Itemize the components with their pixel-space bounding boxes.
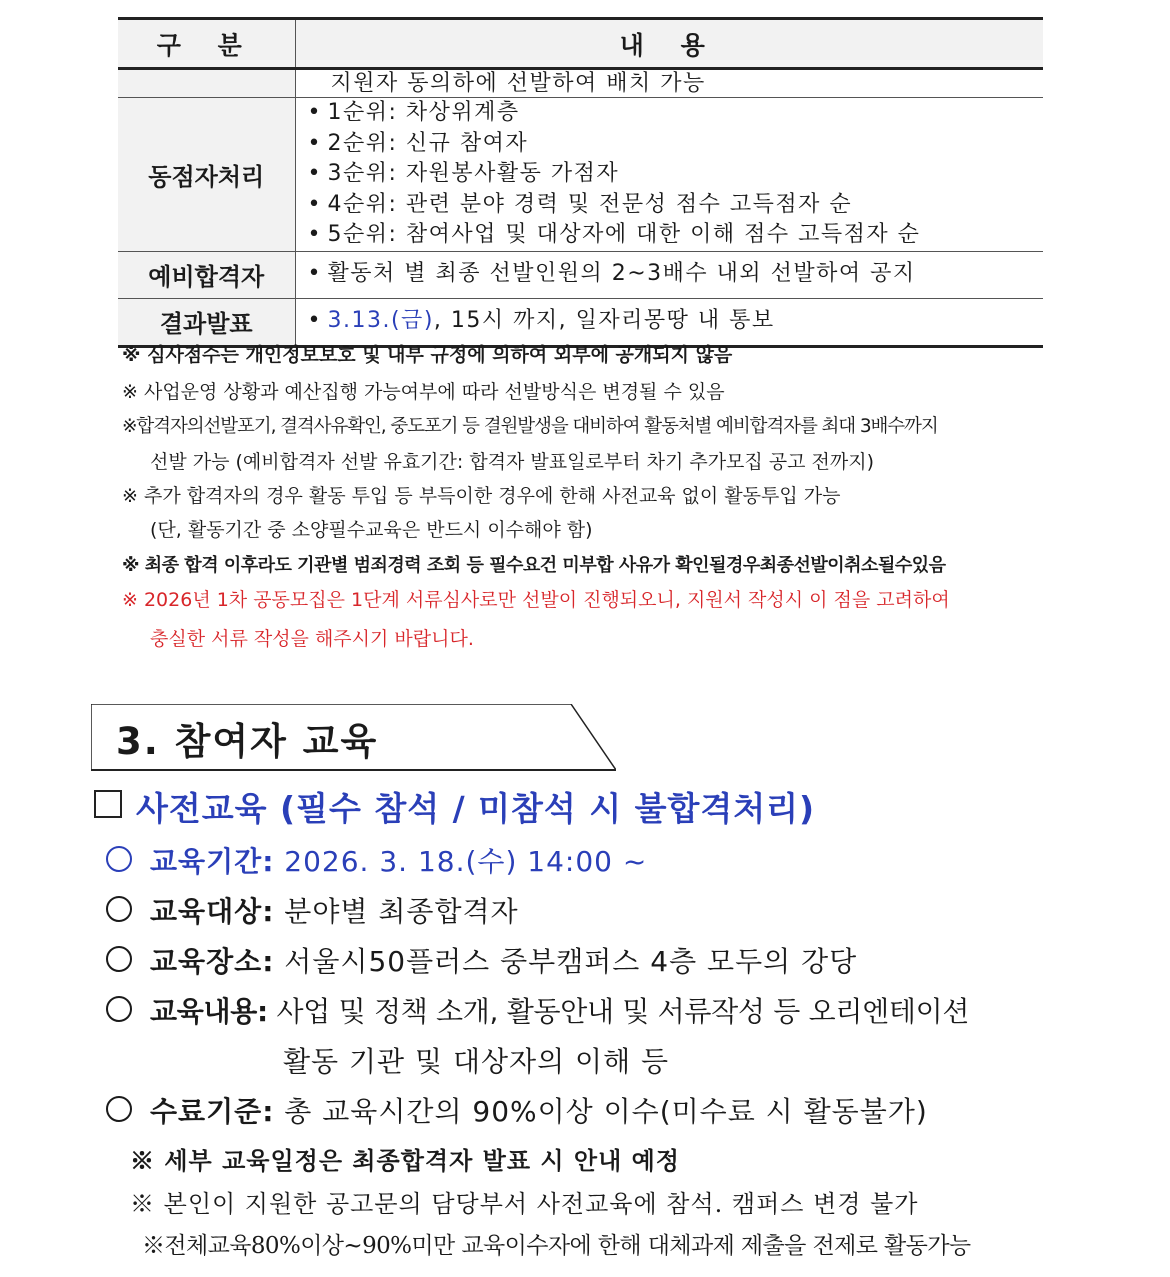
circle-bullet-icon xyxy=(106,1096,132,1122)
edu-period: 교육기간: 2026. 3. 18.(수) 14:00 ~ xyxy=(106,840,647,880)
list-item: • 활동처 별 최종 선발인원의 2~3배수 내외 선발하여 공지 xyxy=(307,261,916,287)
list-item: • 4순위: 관련 분야 경력 및 전문성 점수 고득점자 순 xyxy=(307,191,853,217)
edu-place: 교육장소: 서울시50플러스 중부캠퍼스 4층 모두의 강당 xyxy=(106,940,857,980)
header-content: 내 용 xyxy=(295,19,1043,69)
row-label-result: 결과발표 xyxy=(118,298,295,346)
row-label-tie: 동점자처리 xyxy=(118,98,295,252)
circle-bullet-icon xyxy=(106,846,132,872)
row-content-tie xyxy=(295,98,1043,252)
list-item: • 2순위: 신규 참여자 xyxy=(307,130,529,156)
row-label-reserve: 예비합격자 xyxy=(118,251,295,298)
note-additional-cont: (단, 활동기간 중 소양필수교육은 반드시 이수해야 함) xyxy=(150,519,593,541)
table-cell-empty xyxy=(118,69,295,98)
section-title: 3. 참여자 교육 xyxy=(116,720,379,763)
footnote-campus: ※ 본인이 지원한 공고문의 담당부서 사전교육에 참석. 캠퍼스 변경 불가 xyxy=(130,1190,919,1218)
list-item: • 3순위: 자원봉사활동 가점자 xyxy=(307,161,620,186)
list-item: • 1순위: 차상위계층 xyxy=(307,100,520,125)
table-header-row xyxy=(118,19,1043,69)
note-reserve-cont: 선발 가능 (예비합격자 선발 유효기간: 합격자 발표일로부터 차기 추가모집 공고 전까지) xyxy=(150,451,875,473)
header-category: 구 분 xyxy=(118,19,295,69)
note-document-warning-cont: 충실한 서류 작성을 해주시기 바랍니다. xyxy=(150,628,474,650)
table-row xyxy=(118,69,1043,98)
table-row xyxy=(118,98,1043,252)
table-row xyxy=(118,298,1043,346)
note-additional: ※ 추가 합격자의 경우 활동 투입 등 부득이한 경우에 한해 사전교육 없이 활동투입 가능 xyxy=(122,485,841,507)
footnote-partial: ※전체교육80%이상~90%미만 교육이수자에 한해 대체과제 제출을 전제로 활동가능 xyxy=(142,1233,971,1259)
list-item: • 5순위: 참여사업 및 대상자에 대한 이해 점수 고득점자 순 xyxy=(307,222,921,247)
edu-content-cont: 활동 기관 및 대상자의 이해 등 xyxy=(283,1045,670,1078)
note-document-warning: ※ 2026년 1차 공동모집은 1단계 서류심사로만 선발이 진행되오니, 지원서 작성시 이 점을 고려하여 xyxy=(122,589,950,611)
note-criminal: ※ 최종 합격 이후라도 기관별 범죄경력 조회 등 필수요건 미부합 사유가 확인될경우최종선발이취소될수있음 xyxy=(122,555,946,576)
row-content-reserve xyxy=(295,251,1043,298)
subsection-title: 사전교육 (필수 참석 / 미참석 시 불합격처리) xyxy=(94,783,815,830)
edu-completion: 수료기준: 총 교육시간의 90%이상 이수(미수료 시 활동불가) xyxy=(106,1090,928,1130)
checkbox-square-icon xyxy=(94,790,122,818)
footnote-schedule: ※ 세부 교육일정은 최종합격자 발표 시 안내 예정 xyxy=(130,1146,680,1175)
selection-table xyxy=(118,17,1043,348)
edu-content: 교육내용: 사업 및 정책 소개, 활동안내 및 서류작성 등 오리엔테이션 xyxy=(106,990,969,1030)
note-reserve: ※합격자의선발포기, 결격사유확인, 중도포기 등 결원발생을 대비하여 활동처별 예비합격자를 최대 3배수까지 xyxy=(122,416,938,437)
row-content-result xyxy=(295,298,1043,346)
circle-bullet-icon xyxy=(106,896,132,922)
continued-text: 지원자 동의하에 선발하여 배치 가능 xyxy=(295,69,1043,98)
edu-target: 교육대상: 분야별 최종합격자 xyxy=(106,890,519,930)
circle-bullet-icon xyxy=(106,996,132,1022)
circle-bullet-icon xyxy=(106,946,132,972)
table-row xyxy=(118,251,1043,298)
list-item: • 3.13.(금), 15시 까지, 일자리몽땅 내 통보 xyxy=(307,308,775,334)
result-date: 3.13.(금) xyxy=(327,308,434,334)
note-method: ※ 사업운영 상황과 예산집행 가능여부에 따라 선발방식은 변경될 수 있음 xyxy=(122,381,725,403)
note-privacy: ※ 심사점수는 개인정보보호 및 내부 규정에 의하여 외부에 공개되지 않음 xyxy=(122,344,733,366)
